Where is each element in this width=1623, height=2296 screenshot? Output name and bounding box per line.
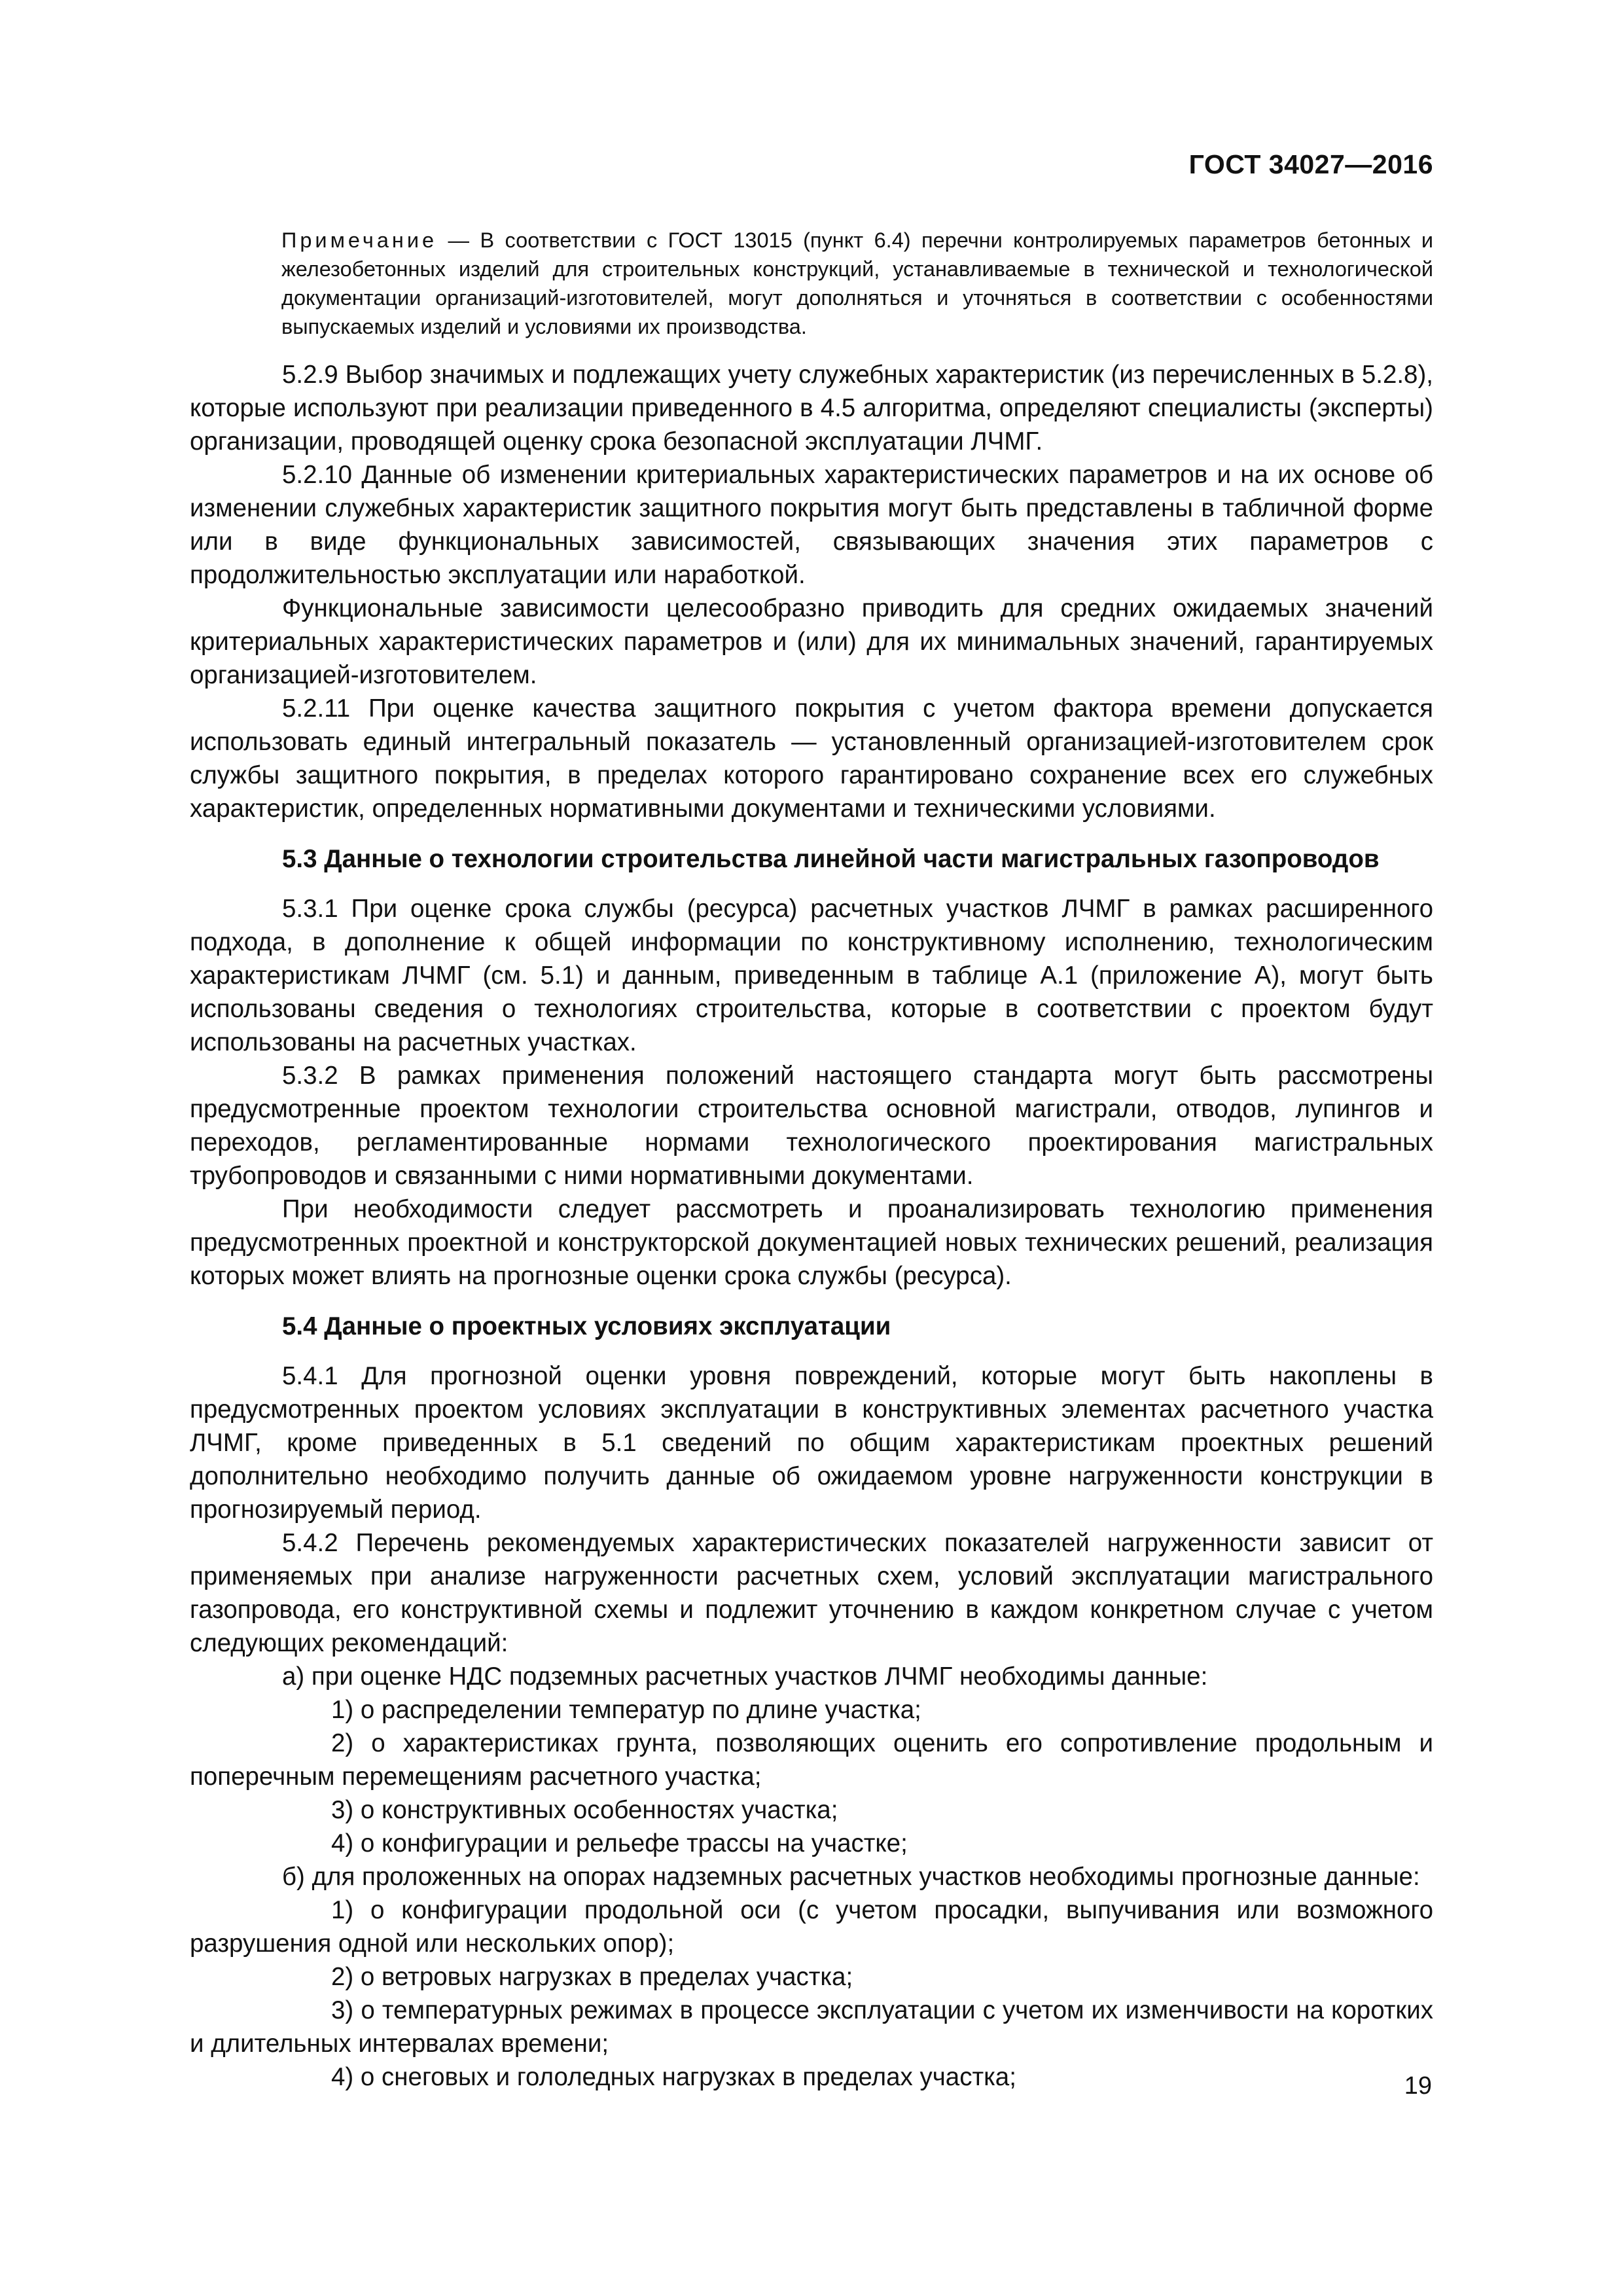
list-b-item-4: 4) о снеговых и гололедных нагрузках в пределах участка; — [331, 2063, 1016, 2091]
note-text: В соответствии с ГОСТ 13015 (пункт 6.4) перечни контролируемых параметров бетонных и железобетонных изделий для строительных конструкций, устанавливаемые в технической и технологической документации организаций-изготовителей, могут дополняться и уточняться в соответствии с особенностями выпускаемых изделий и условиями их производства. — [281, 228, 1433, 338]
list-b-item-1: 1) о конфигурации продольной оси (с учетом просадки, выпучивания или возможного разрушения одной или нескольких опор); — [190, 1896, 1433, 1958]
list-a-label: а) при оценке НДС подземных расчетных участков ЛЧМГ необходимы данные: — [282, 1662, 1208, 1691]
paragraph-5-3-2: 5.3.2 В рамках применения положений настоящего стандарта могут быть рассмотрены предусмотренные проектом технологии строительства основной магистрали, отводов, лупингов и переходов, регламентированные нормами технологического проектирования магистральных трубопроводов и связанными с ними нормативными документами. — [190, 1062, 1433, 1190]
note-body — [190, 226, 1433, 341]
paragraph-if-necessary: При необходимости следует рассмотреть и проанализировать технологию применения предусмотренных проектной и конструкторской документацией новых технических решений, реализация которых может влиять на прогнозные оценки срока службы (ресурса). — [190, 1195, 1433, 1290]
list-b-item-2: 2) о ветровых нагрузках в пределах участка; — [331, 1963, 853, 1991]
list-a-item-3: 3) о конструктивных особенностях участка; — [331, 1796, 838, 1824]
note-label: Примечание — [281, 228, 438, 252]
list-a — [190, 1660, 1433, 1860]
note-block — [190, 226, 1433, 341]
section-heading-5-4: 5.4 Данные о проектных условиях эксплуатации — [282, 1312, 891, 1340]
paragraph-5-4-1: 5.4.1 Для прогнозной оценки уровня повреждений, которые могут быть накоплены в предусмотренных проектом условиях эксплуатации в конструктивных элементах расчетного участка ЛЧМГ, кроме приведенных в 5.1 сведений по общим характеристикам проектных решений дополнительно необходимо получить данные об ожидаемом уровне нагруженности конструкции в прогнозируемый период. — [190, 1362, 1433, 1524]
list-b — [190, 1860, 1433, 2094]
list-b-item-3: 3) о температурных режимах в процессе эксплуатации с учетом их изменчивости на коротких и длительных интервалах времени; — [190, 1996, 1433, 2058]
paragraph-5-3-1: 5.3.1 При оценке срока службы (ресурса) расчетных участков ЛЧМГ в рамках расширенного подхода, в дополнение к общей информации по конструктивному исполнению, технологическим характеристикам ЛЧМГ (см. 5.1) и данным, приведенным в таблице А.1 (приложение А), могут быть использованы сведения о технологиях строительства, которые в соответствии с проектом будут использованы на расчетных участках. — [190, 895, 1433, 1056]
section-heading-5-3: 5.3 Данные о технологии строительства линейной части магистральных газопроводов — [282, 845, 1380, 873]
document-header-number: ГОСТ 34027—2016 — [1188, 149, 1433, 179]
paragraph-5-2-9: 5.2.9 Выбор значимых и подлежащих учету служебных характеристик (из перечисленных в 5.2.8), которые используют при реализации приведенного в 4.5 алгоритма, определяют специалисты (эксперты) организации, проводящей оценку срока безопасной эксплуатации ЛЧМГ. — [190, 361, 1433, 456]
paragraph-5-2-11: 5.2.11 При оценке качества защитного покрытия с учетом фактора времени допускается использовать единый интегральный показатель — установленный организацией-изготовителем срок службы защитного покрытия, в пределах которого гарантировано сохранение всех его служебных характеристик, определенных нормативными документами и техническими условиями. — [190, 694, 1433, 823]
list-a-item-4: 4) о конфигурации и рельефе трассы на участке; — [331, 1829, 908, 1857]
paragraph-functional-dependencies: Функциональные зависимости целесообразно приводить для средних ожидаемых значений критериальных характеристических параметров и (или) для их минимальных значений, гарантируемых организацией-изготовителем. — [190, 594, 1433, 689]
list-a-item-2: 2) о характеристиках грунта, позволяющих оценить его сопротивление продольным и поперечным перемещениям расчетного участка; — [190, 1729, 1433, 1791]
list-a-item-1: 1) о распределении температур по длине участка; — [331, 1696, 921, 1724]
paragraph-5-4-2: 5.4.2 Перечень рекомендуемых характеристических показателей нагруженности зависит от применяемых при анализе нагруженности расчетных схем, условий эксплуатации магистрального газопровода, его конструктивной схемы и подлежит уточнению в каждом конкретном случае с учетом следующих рекомендаций: — [190, 1529, 1433, 1657]
page-number: 19 — [1404, 2072, 1432, 2100]
document-body — [190, 226, 1433, 2094]
note-dash: — — [437, 228, 480, 252]
list-b-label: б) для проложенных на опорах надземных расчетных участков необходимы прогнозные данные: — [282, 1863, 1420, 1891]
paragraph-5-2-10: 5.2.10 Данные об изменении критериальных характеристических параметров и на их основе об изменении служебных характеристик защитного покрытия могут быть представлены в табличной форме или в виде функциональных зависимостей, связывающих значения этих параметров с продолжительностью эксплуатации или наработкой. — [190, 461, 1433, 589]
